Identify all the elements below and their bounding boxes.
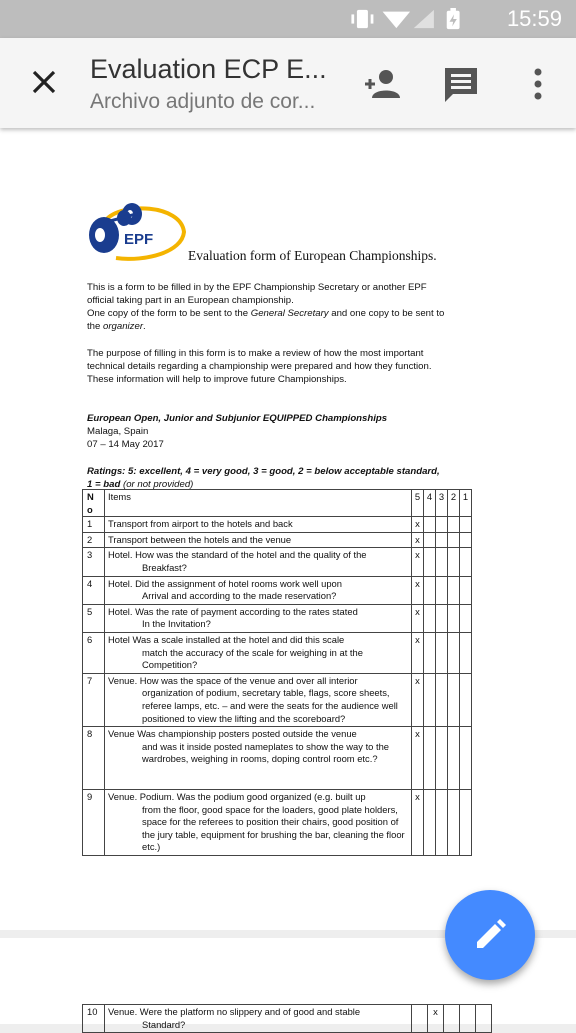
row-no: 8 <box>83 727 105 790</box>
rating-2-cell <box>448 632 460 673</box>
ratings-legend <box>87 465 440 491</box>
intro-text-a: One copy of the form to be sent to the <box>87 308 251 319</box>
rating-2-cell <box>448 727 460 790</box>
row-item <box>105 548 412 576</box>
row-item-continuation: match the accuracy of the scale for weighing in at the Competition? <box>142 646 363 671</box>
rating-3-cell <box>436 790 448 856</box>
rating-3-cell <box>436 727 448 790</box>
attachment-title: Evaluation ECP E... <box>90 54 327 84</box>
rating-3-cell <box>436 548 448 576</box>
row-item-text: Hotel Was a scale installed at the hotel and did this scale <box>108 633 345 645</box>
rating-3-cell <box>436 517 448 533</box>
row-item-text: Venue. How was the space of the venue and over all interior <box>108 674 358 686</box>
rating-1-cell <box>460 532 472 548</box>
clock: 15:59 <box>506 6 562 31</box>
row-item <box>105 604 412 632</box>
battery-icon <box>447 8 460 29</box>
row-item-text: Venue Was championship posters posted outside the venue <box>108 728 357 740</box>
attachment-subtitle: Archivo adjunto de cor... <box>90 90 316 113</box>
purpose-line-1: The purpose of filling in this form is to make a review of how the most important <box>87 348 424 359</box>
row-item-continuation: In the Invitation? <box>142 618 211 630</box>
event-place: Malaga, Spain <box>87 426 149 437</box>
rating-1-cell <box>460 790 472 856</box>
intro-paragraph <box>87 281 444 333</box>
header-no-n: N <box>87 491 94 502</box>
row-item <box>105 790 412 856</box>
table-row <box>83 532 472 548</box>
app-bar <box>0 38 576 128</box>
row-item-continuation: organization of podium, secretary table, flags, score sheets, referee lamps, etc. – and were the seats for the audience well positioned to view the lifting and the scoreboard? <box>142 687 398 724</box>
table-row <box>83 790 472 856</box>
more-vert-icon[interactable] <box>518 64 558 104</box>
row-item-continuation: and was it inside posted nameplates to show the way to the wardrobes, weighing in rooms, doping control room etc.? <box>142 740 390 765</box>
table-row <box>83 632 472 673</box>
rating-2-cell <box>448 790 460 856</box>
rating-1-cell <box>460 548 472 576</box>
evaluation-table-continued <box>82 1004 492 1033</box>
rating-2-cell <box>448 532 460 548</box>
rating-2-cell <box>448 517 460 533</box>
ratings-bad: 1 = bad <box>87 479 121 490</box>
rating-1-cell <box>460 632 472 673</box>
table-header <box>83 490 472 517</box>
form-title: Evaluation form of European Championships. <box>188 248 437 263</box>
header-no <box>83 490 105 517</box>
intro-line-1: This is a form to be filled in by the EPF Championship Secretary or another EPF <box>87 282 427 293</box>
event-info <box>87 412 387 451</box>
row-item-text: Hotel. How was the standard of the hotel and the quality of the <box>108 549 367 561</box>
row-no: 4 <box>83 576 105 604</box>
row-no: 1 <box>83 517 105 533</box>
rating-1-cell <box>460 673 472 726</box>
table-row <box>83 727 472 790</box>
row-item <box>105 727 412 790</box>
row-no: 7 <box>83 673 105 726</box>
rating-1-cell <box>460 576 472 604</box>
rating-4-cell <box>424 632 436 673</box>
rating-2-cell <box>448 548 460 576</box>
row-no: 5 <box>83 604 105 632</box>
rating-3-cell <box>436 632 448 673</box>
header-r2: 2 <box>448 490 460 517</box>
intro-line-4 <box>87 320 444 333</box>
table-row <box>83 576 472 604</box>
header-r1: 1 <box>460 490 472 517</box>
row-item <box>105 532 412 548</box>
intro-text-b: and one copy to be sent to <box>328 308 445 319</box>
rating-5-mark: x <box>412 790 424 856</box>
intro-line-3 <box>87 307 444 320</box>
rating-1-cell <box>460 517 472 533</box>
rating-5-mark: x <box>412 576 424 604</box>
rating-2-cell <box>448 604 460 632</box>
row-no: 9 <box>83 790 105 856</box>
rating-5-mark: x <box>412 548 424 576</box>
rating-3-cell <box>444 1005 460 1033</box>
ratings-not-provided: (or not provided) <box>120 479 194 490</box>
intro-general-secretary: General Secretary <box>250 308 329 319</box>
rating-4-cell <box>424 576 436 604</box>
rating-5-mark: x <box>412 673 424 726</box>
row-item-continuation: Breakfast? <box>142 561 187 573</box>
rating-4-mark: x <box>428 1005 444 1033</box>
header-items: Items <box>105 490 412 517</box>
evaluation-table <box>82 489 472 856</box>
document-page[interactable] <box>0 128 576 930</box>
table-row <box>83 604 472 632</box>
rating-1-cell <box>460 604 472 632</box>
comment-icon[interactable] <box>441 64 481 104</box>
row-item-continuation: Arrival and according to the made reservation? <box>142 590 337 602</box>
rating-5-mark: x <box>412 604 424 632</box>
rating-2-cell <box>448 673 460 726</box>
rating-4-cell <box>424 727 436 790</box>
rating-3-cell <box>436 673 448 726</box>
signal-icon <box>414 10 434 28</box>
table-row <box>83 1005 492 1033</box>
rating-4-cell <box>424 532 436 548</box>
row-item-continuation: Standard? <box>142 1018 186 1030</box>
row-no: 10 <box>83 1005 105 1033</box>
status-bar <box>0 0 576 38</box>
rating-3-cell <box>436 576 448 604</box>
header-r3: 3 <box>436 490 448 517</box>
row-item <box>105 517 412 533</box>
row-item-text: Hotel. Did the assignment of hotel rooms work well upon <box>108 577 342 589</box>
intro-organizer: organizer <box>103 321 144 332</box>
rating-3-cell <box>436 604 448 632</box>
row-item-text: Venue. Podium. Was the podium good organized (e.g. built up <box>108 791 366 803</box>
row-item <box>105 576 412 604</box>
epf-logo-icon <box>86 202 186 262</box>
rating-4-cell <box>424 517 436 533</box>
table-row <box>83 517 472 533</box>
rating-4-cell <box>424 673 436 726</box>
rating-4-cell <box>424 548 436 576</box>
close-icon[interactable] <box>28 66 60 98</box>
row-item-text: Transport between the hotels and the venue <box>108 533 292 545</box>
row-no: 3 <box>83 548 105 576</box>
row-item <box>105 632 412 673</box>
intro-line-2: official taking part in an European championship. <box>87 295 294 306</box>
rating-1-cell <box>460 727 472 790</box>
row-item-text: Hotel. Was the rate of payment according to the rates stated <box>108 605 358 617</box>
pencil-icon <box>473 918 507 952</box>
row-item <box>105 673 412 726</box>
rating-5-mark: x <box>412 632 424 673</box>
table-row <box>83 548 472 576</box>
row-no: 2 <box>83 532 105 548</box>
vibrate-icon <box>351 10 373 28</box>
header-r5: 5 <box>412 490 424 517</box>
rating-1-cell <box>476 1005 492 1033</box>
status-icons <box>346 8 476 30</box>
header-no-o: o <box>87 503 93 515</box>
rating-4-cell <box>424 790 436 856</box>
row-no: 6 <box>83 632 105 673</box>
header-r4: 4 <box>424 490 436 517</box>
purpose-line-3: These information will help to improve future Championships. <box>87 374 347 385</box>
rating-5-cell <box>412 1005 428 1033</box>
rating-3-cell <box>436 532 448 548</box>
wifi-icon <box>383 12 411 29</box>
table-row <box>83 673 472 726</box>
event-name: European Open, Junior and Subjunior EQUIPPED Championships <box>87 413 388 424</box>
rating-2-cell <box>460 1005 476 1033</box>
rating-2-cell <box>448 576 460 604</box>
rating-5-mark: x <box>412 727 424 790</box>
row-item <box>105 1005 412 1033</box>
event-dates: 07 – 14 May 2017 <box>87 439 164 450</box>
add-person-icon[interactable] <box>362 64 402 104</box>
logo-text: EPF <box>124 231 154 248</box>
ratings-line-1: Ratings: 5: excellent, 4 = very good, 3 = good, 2 = below acceptable standard, <box>87 466 440 477</box>
edit-fab-button[interactable] <box>445 890 535 980</box>
purpose-line-2: technical details regarding a championship were prepared and how they function. <box>87 361 432 372</box>
row-item-continuation: from the floor, good space for the loaders, good plate holders, space for the referees to position their chairs, good position of the jury table, equipment for brushing the bar, cleaning the floor etc.) <box>142 803 405 853</box>
rating-4-cell <box>424 604 436 632</box>
intro-text-d: . <box>143 321 146 332</box>
intro-text-c: the <box>87 321 104 332</box>
rating-5-mark: x <box>412 532 424 548</box>
purpose-paragraph <box>87 347 432 386</box>
rating-5-mark: x <box>412 517 424 533</box>
row-item-text: Transport from airport to the hotels and back <box>108 518 293 530</box>
row-item-text: Venue. Were the platform no slippery and of good and stable <box>108 1006 361 1017</box>
